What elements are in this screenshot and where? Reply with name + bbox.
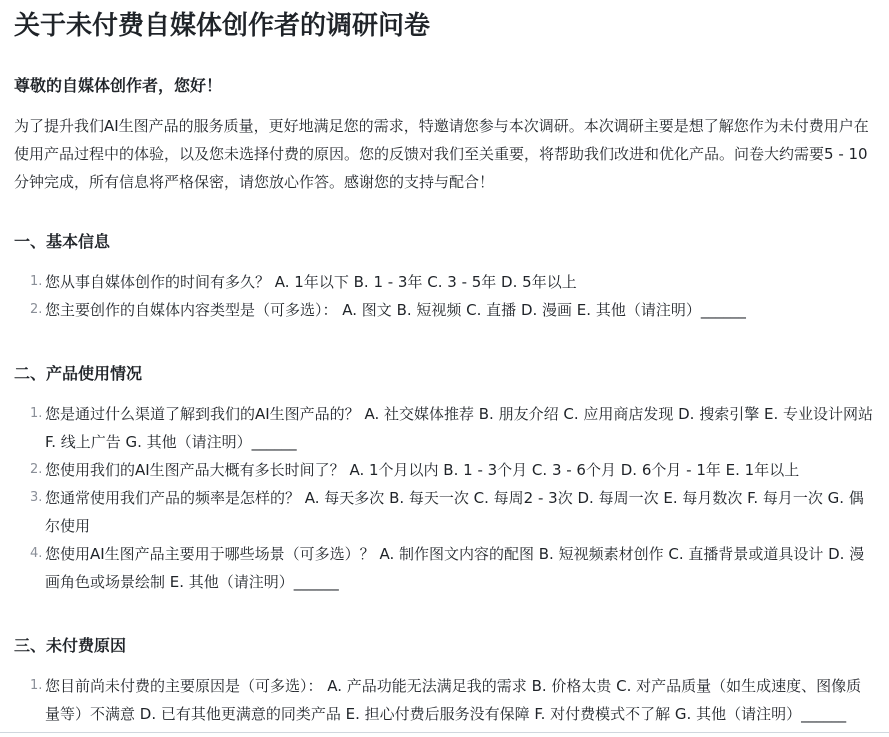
greeting: 尊敬的自媒体创作者，您好！	[14, 76, 223, 95]
question-text: 您从事自媒体创作的时间有多久？ A. 1年以下 B. 1 - 3年 C. 3 - 5年 D. 5年以上	[45, 273, 577, 291]
section-heading-basic-info: 一、基本信息	[14, 232, 111, 251]
question-text: 您是通过什么渠道了解到我们的AI生图产品的？ A. 社交媒体推荐 B. 朋友介绍 C. 应用商店发现 D. 搜索引擎 E. 专业设计网站 F. 线上广告 G. 其他（请注明）______	[45, 405, 874, 451]
question-item	[14, 296, 875, 324]
question-number: 4.	[30, 546, 43, 561]
section-heading-product-usage: 二、产品使用情况	[14, 364, 143, 383]
question-item	[14, 484, 875, 540]
question-number: 1.	[30, 678, 43, 693]
question-text: 您使用AI生图产品主要用于哪些场景（可多选）？ A. 制作图文内容的配图 B. 短视频素材创作 C. 直播背景或道具设计 D. 漫画角色或场景绘制 E. 其他（请注明）______	[45, 545, 865, 591]
question-number: 2.	[30, 302, 43, 317]
question-item	[14, 400, 875, 456]
question-item	[14, 268, 875, 296]
question-number: 2.	[30, 462, 43, 477]
intro-paragraph: 为了提升我们AI生图产品的服务质量，更好地满足您的需求，特邀请您参与本次调研。本次调研主要是想了解您作为未付费用户在使用产品过程中的体验，以及您未选择付费的原因。您的反馈对我们至关重要，将帮助我们改进和优化产品。问卷大约需要5 - 10分钟完成，所有信息将严格保密，请您放心作答。感谢您的支持与配合！	[14, 117, 869, 191]
question-number: 3.	[30, 490, 43, 505]
bottom-divider	[0, 732, 889, 733]
page-title: 关于未付费自媒体创作者的调研问卷	[14, 11, 431, 41]
section-heading-unpaid-reasons: 三、未付费原因	[14, 636, 127, 655]
question-text: 您主要创作的自媒体内容类型是（可多选）： A. 图文 B. 短视频 C. 直播 D. 漫画 E. 其他（请注明）______	[45, 301, 746, 319]
question-list-unpaid-reasons	[14, 672, 875, 728]
question-text: 您使用我们的AI生图产品大概有多长时间了？ A. 1个月以内 B. 1 - 3个月 C. 3 - 6个月 D. 6个月 - 1年 E. 1年以上	[45, 461, 800, 479]
question-text: 您目前尚未付费的主要原因是（可多选）： A. 产品功能无法满足我的需求 B. 价格太贵 C. 对产品质量（如生成速度、图像质量等）不满意 D. 已有其他更满意的同类产品 E. 担心付费后服务没有保障 F. 对付费模式不了解 G. 其他（请注明）______	[45, 677, 862, 723]
question-item	[14, 456, 875, 484]
question-number: 1.	[30, 274, 43, 289]
question-item	[14, 540, 875, 596]
question-list-basic-info	[14, 268, 875, 324]
question-number: 1.	[30, 406, 43, 421]
question-list-product-usage	[14, 400, 875, 596]
question-text: 您通常使用我们产品的频率是怎样的？ A. 每天多次 B. 每天一次 C. 每周2 - 3次 D. 每周一次 E. 每月数次 F. 每月一次 G. 偶尔使用	[45, 489, 864, 535]
question-item	[14, 672, 875, 728]
